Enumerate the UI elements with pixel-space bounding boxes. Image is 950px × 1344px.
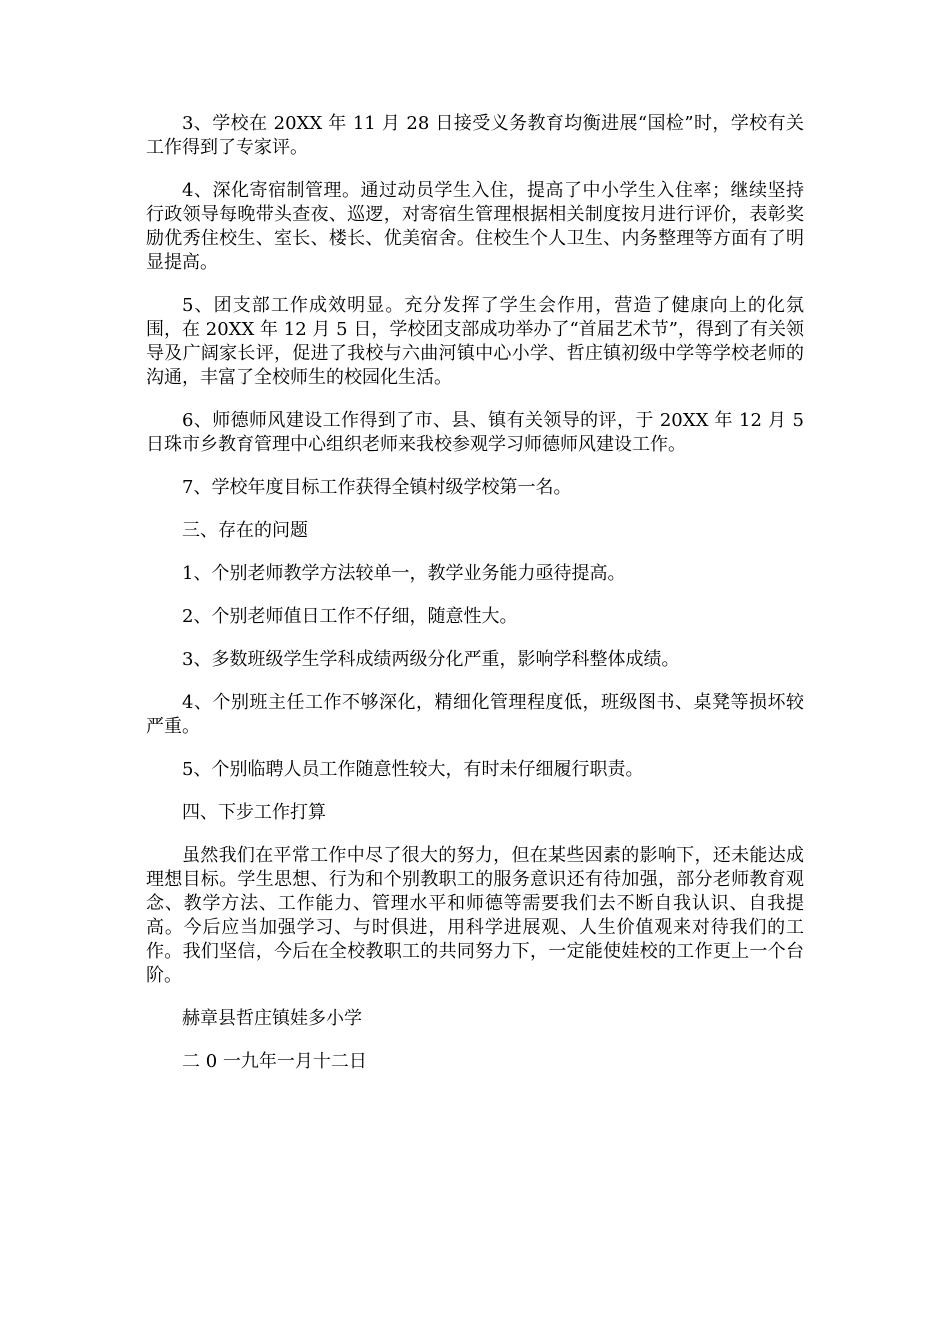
paragraph-achievement-5: 5、团支部工作成效明显。充分发挥了学生会作用，营造了健康向上的化氛围，在 20XX 年 12 月 5 日，学校团支部成功举办了“首届艺术节”，得到了有关领导及广阔家长评，促进了我校与六曲河镇中心小学、哲庄镇初级中学等学校老师的沟通，丰富了全校师生的校园化生活。 xyxy=(146,295,804,388)
document-body xyxy=(146,112,804,1093)
document-date: 二 0 一九年一月十二日 xyxy=(182,1051,367,1072)
paragraph-next-steps: 虽然我们在平常工作中尽了很大的努力，但在某些因素的影响下，还未能达成理想目标。学生思想、行为和个别教职工的服务意识还有待加强，部分老师教育观念、教学方法、工作能力、管理水平和师德等需要我们去不断自我认识、自我提高。今后应当加强学习、与时俱进，用科学进展观、人生价值观来对待我们的工作。我们坚信，今后在全校教职工的共同努力下，一定能使娃校的工作更上一个台阶。 xyxy=(146,845,804,986)
paragraph-achievement-4: 4、深化寄宿制管理。通过动员学生入住，提高了中小学生入住率；继续坚持行政领导每晚带头查夜、巡逻，对寄宿生管理根据相关制度按月进行评价，表彰奖励优秀住校生、室长、楼长、优美宿舍。住校生个人卫生、内务整理等方面有了明显提高。 xyxy=(146,180,804,273)
section-heading-next-steps: 四、下步工作打算 xyxy=(182,802,326,823)
paragraph-achievement-7: 7、学校年度目标工作获得全镇村级学校第一名。 xyxy=(182,477,572,498)
paragraph-problem-2: 2、个别老师值日工作不仔细，随意性大。 xyxy=(182,606,518,627)
paragraph-problem-5: 5、个别临聘人员工作随意性较大，有时未仔细履行职责。 xyxy=(182,759,644,780)
paragraph-problem-4: 4、个别班主任工作不够深化，精细化管理程度低，班级图书、桌凳等损坏较严重。 xyxy=(146,692,804,737)
paragraph-problem-3: 3、多数班级学生学科成绩两级分化严重，影响学科整体成绩。 xyxy=(182,649,680,670)
paragraph-achievement-3: 3、学校在 20XX 年 11 月 28 日接受义务教育均衡进展“国检”时，学校有关工作得到了专家评。 xyxy=(146,113,804,158)
paragraph-achievement-6: 6、师德师风建设工作得到了市、县、镇有关领导的评，于 20XX 年 12 月 5 日珠市乡教育管理中心组织老师来我校参观学习师德师风建设工作。 xyxy=(146,410,804,455)
school-name-signature: 赫章县哲庄镇娃多小学 xyxy=(182,1008,362,1029)
section-heading-problems: 三、存在的问题 xyxy=(182,520,308,541)
paragraph-problem-1: 1、个别老师教学方法较单一，教学业务能力亟待提高。 xyxy=(182,563,626,584)
